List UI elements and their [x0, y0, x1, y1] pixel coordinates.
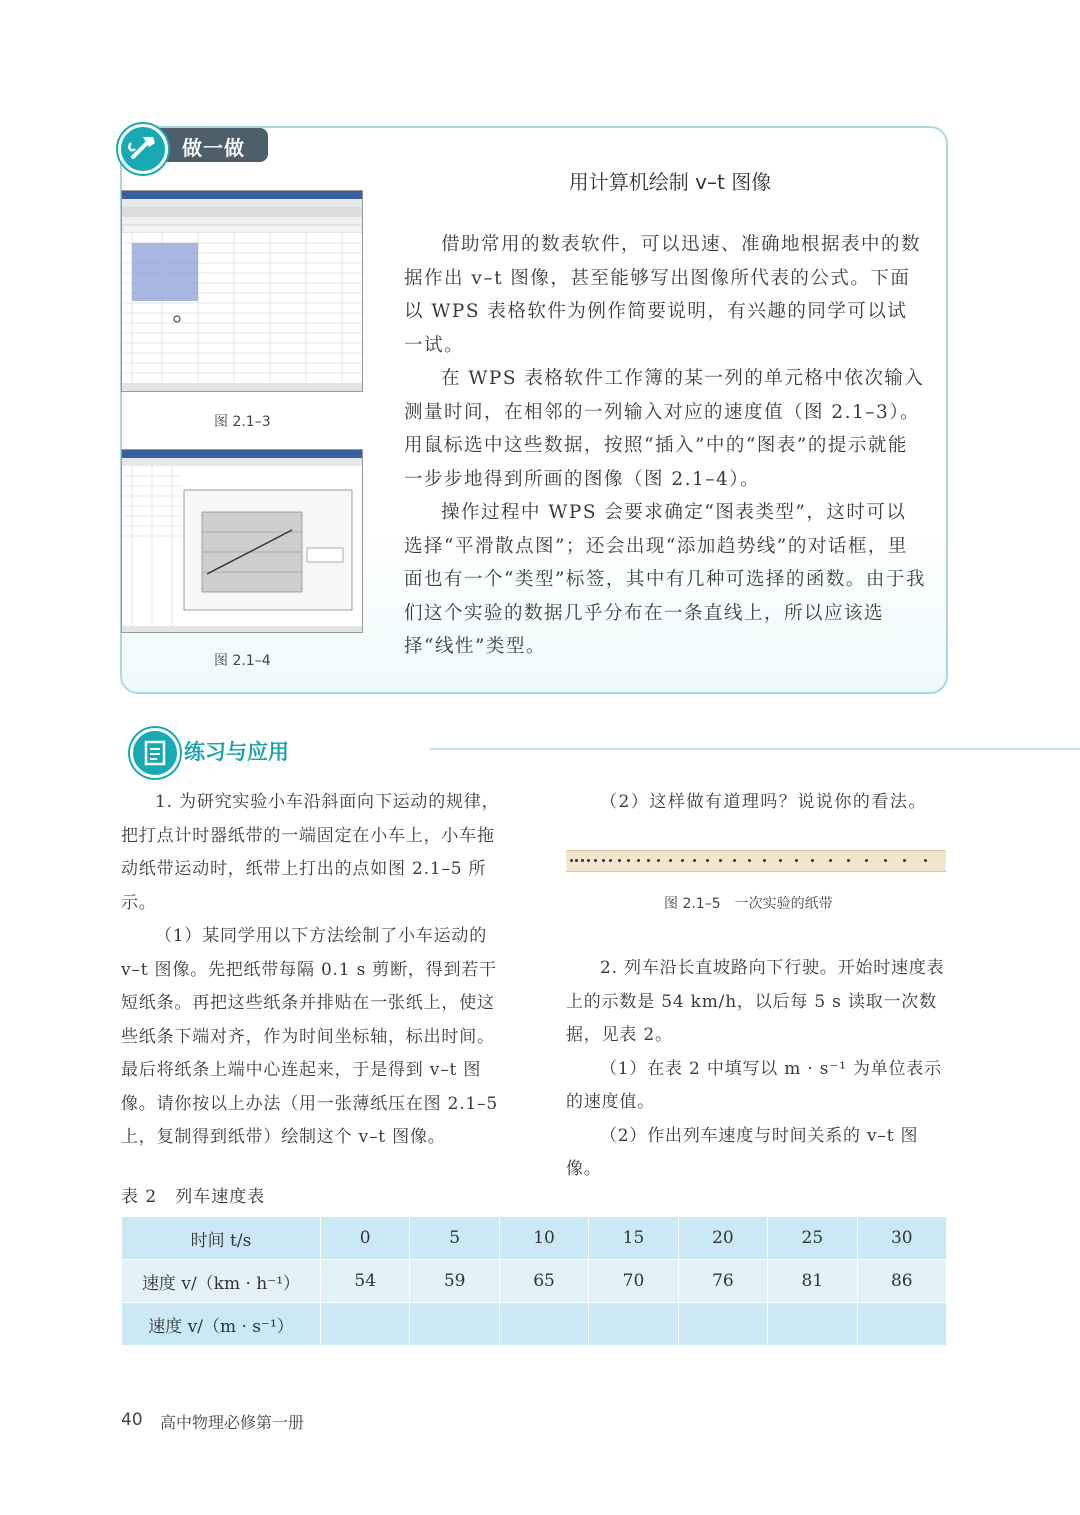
tape-dot [587, 859, 590, 862]
table-cell: 81 [768, 1260, 857, 1303]
table-cell-empty[interactable] [678, 1303, 767, 1346]
table-cell: 76 [678, 1260, 767, 1303]
tape-dot [811, 859, 814, 862]
row-header: 速度 v/（km · h⁻¹） [122, 1260, 321, 1303]
table-cell-empty[interactable] [499, 1303, 588, 1346]
table-cell: 20 [678, 1217, 767, 1260]
table-caption: 表 2 列车速度表 [121, 1187, 266, 1207]
hammer-icon [118, 124, 168, 174]
tape-dot [719, 859, 722, 862]
table-cell: 86 [857, 1260, 946, 1303]
tape-dot [681, 859, 684, 862]
speed-table [121, 1216, 947, 1346]
header-rule [430, 748, 1080, 750]
tape-dot [575, 859, 578, 862]
row-header: 时间 t/s [122, 1217, 321, 1260]
try-it-label: 做一做 [182, 136, 245, 160]
paragraph: （2）作出列车速度与时间关系的 v–t 图像。 [566, 1125, 919, 1179]
tape-dot [570, 859, 573, 862]
table-cell: 65 [499, 1260, 588, 1303]
table-cell: 25 [768, 1217, 857, 1260]
figure-caption: 图 2.1–4 [214, 653, 271, 669]
paragraph: 借助常用的数表软件，可以迅速、准确地根据表中的数据作出 v–t 图像，甚至能够写出图像所代表的公式。下面以 WPS 表格软件为例作简要说明，有兴趣的同学可以试一试。 [404, 234, 922, 356]
paragraph: （1）某同学用以下方法绘制了小车运动的 v–t 图像。先把纸带每隔 0.1 s 剪断，得到若干短纸条。再把这些纸条并排贴在一张纸上，使这些纸条下端对齐，作为时间坐标轴，标出时间。最后将纸条上端中心连起来，于是得到 v–t 图像。请你按以上办法（用一张薄纸压在图 2.1–5 上，复制得到纸带）绘制这个 v–t 图像。 [121, 926, 498, 1147]
table-cell: 10 [499, 1217, 588, 1260]
row-header: 速度 v/（m · s⁻¹） [122, 1303, 321, 1346]
tape-dot [637, 859, 640, 862]
paragraph: 在 WPS 表格软件工作簿的某一列的单元格中依次输入测量时间，在相邻的一列输入对应的速度值（图 2.1–3）。用鼠标选中这些数据，按照“插入”中的“图表”的提示就能一步步地得到所画的图像（图 2.1–4）。 [404, 368, 925, 490]
tape-dot [609, 859, 612, 862]
tape-dot [706, 859, 709, 862]
tape-dot [647, 859, 650, 862]
tape-dot [779, 859, 782, 862]
spreadsheet-screenshot [121, 190, 363, 392]
paper-tape-figure [566, 850, 946, 872]
paragraph: 2. 列车沿长直坡路向下行驶。开始时速度表上的示数是 54 km/h，以后每 5 s 读取一次数据，见表 2。 [566, 958, 945, 1045]
table-row [122, 1217, 947, 1260]
tape-dot [602, 859, 605, 862]
table-cell: 54 [321, 1260, 410, 1303]
try-it-header [118, 124, 270, 164]
exercise-right-column [566, 952, 946, 1187]
tape-dot [847, 859, 850, 862]
tape-dot [618, 859, 621, 862]
table-cell: 30 [857, 1217, 946, 1260]
notebook-icon [130, 728, 180, 778]
tape-dot [657, 859, 660, 862]
tape-dot [581, 859, 584, 862]
page-number: 40 [121, 1410, 143, 1430]
tape-dot [693, 859, 696, 862]
tape-dot [669, 859, 672, 862]
tape-dot [748, 859, 751, 862]
chart-screenshot [121, 449, 363, 633]
figure-caption: 图 2.1–3 [214, 414, 271, 430]
box-title: 用计算机绘制 v–t 图像 [568, 170, 772, 194]
exercise-question [566, 786, 946, 820]
try-it-text [404, 228, 926, 664]
tape-dot [903, 859, 906, 862]
table-cell: 5 [410, 1217, 499, 1260]
table-cell-empty[interactable] [589, 1303, 678, 1346]
tape-dot [795, 859, 798, 862]
table-cell-empty[interactable] [410, 1303, 499, 1346]
table-row [122, 1260, 947, 1303]
paragraph: 1. 为研究实验小车沿斜面向下运动的规律，把打点计时器纸带的一端固定在小车上，小车拖动纸带运动时，纸带上打出的点如图 2.1–5 所示。 [121, 792, 500, 913]
tape-dot [924, 859, 927, 862]
figure-caption: 图 2.1–5 一次实验的纸带 [664, 896, 833, 912]
tape-dot [865, 859, 868, 862]
tape-dot [594, 859, 597, 862]
tape-dot [733, 859, 736, 862]
table-cell: 59 [410, 1260, 499, 1303]
tape-dot [627, 859, 630, 862]
table-cell: 15 [589, 1217, 678, 1260]
exercise-left-column [121, 786, 505, 1155]
table-cell-empty[interactable] [857, 1303, 946, 1346]
table-cell: 0 [321, 1217, 410, 1260]
exercise-header [130, 728, 1080, 774]
exercise-title: 练习与应用 [184, 740, 289, 764]
table-cell-empty[interactable] [768, 1303, 857, 1346]
book-title: 高中物理必修第一册 [160, 1413, 305, 1432]
table-cell: 70 [589, 1260, 678, 1303]
tape-dot [763, 859, 766, 862]
table-row [122, 1303, 947, 1346]
tape-dot [829, 859, 832, 862]
paragraph: （1）在表 2 中填写以 m · s⁻¹ 为单位表示的速度值。 [566, 1058, 942, 1112]
table-cell-empty[interactable] [321, 1303, 410, 1346]
paragraph: 操作过程中 WPS 会要求确定“图表类型”，这时可以选择“平滑散点图”；还会出现“添加趋势线”的对话框，里面也有一个“类型”标签，其中有几种可选择的函数。由于我们这个实验的数据几乎分布在一条直线上，所以应该选择“线性”类型。 [404, 502, 926, 657]
paragraph: （2）这样做有道理吗？说说你的看法。 [600, 792, 927, 812]
tape-dot [884, 859, 887, 862]
